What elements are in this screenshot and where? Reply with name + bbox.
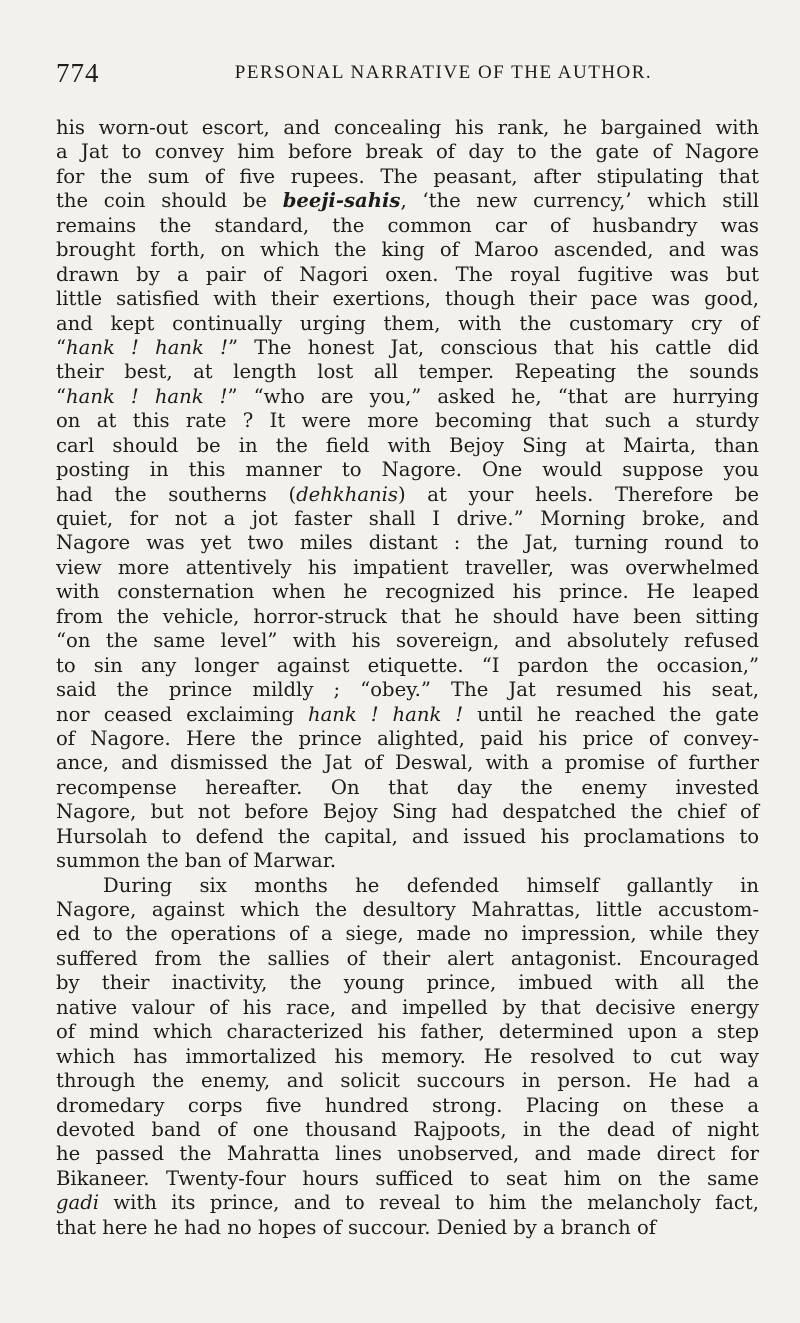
text-run: by their inactivity, the young prince, imbued with all the (56, 971, 759, 995)
text-run: carl should be in the field with Bejoy Sing at Mairta, than (56, 433, 759, 457)
italic-term: hank ! hank ! (66, 384, 228, 408)
text-line (56, 1142, 759, 1166)
text-line (56, 971, 759, 995)
text-line (56, 409, 759, 433)
text-line (56, 1118, 759, 1142)
text-run: Nagore was yet two miles distant : the Jat, turning round to (56, 531, 759, 555)
text-line (56, 947, 759, 971)
text-run: Hursolah to defend the capital, and issued his proclamations to (56, 824, 759, 848)
text-line (56, 263, 759, 287)
text-line (56, 727, 759, 751)
text-run: During six months he defended himself gallantly in (103, 873, 759, 897)
text-line (56, 898, 759, 922)
text-run: had the southerns ( (56, 482, 297, 506)
text-run: nor ceased exclaiming (56, 702, 308, 726)
text-line (56, 629, 759, 653)
text-run: quiet, for not a jot faster shall I drive.” Morning broke, and (56, 507, 759, 530)
text-line (56, 556, 759, 580)
text-line (56, 849, 759, 873)
text-line (56, 825, 759, 849)
text-run: “ (56, 335, 67, 359)
text-run: Bikaneer. Twenty-four hours sufficed to seat him on the same (56, 1166, 759, 1190)
text-line (56, 654, 759, 678)
text-line (56, 116, 759, 140)
page-number: 774 (56, 58, 100, 88)
text-run: to sin any longer against etiquette. “I pardon the occasion,” (56, 653, 759, 677)
text-run: ” The honest Jat, conscious that his cattle did (228, 335, 759, 359)
text-run: remains the standard, the common car of husbandry was (56, 213, 759, 237)
text-line (56, 1191, 759, 1215)
text-line (56, 507, 759, 531)
text-line (56, 238, 759, 262)
text-line (56, 140, 759, 164)
text-line (56, 751, 759, 775)
text-run: dromedary corps five hundred strong. Placing on these a (56, 1093, 759, 1117)
text-line (56, 385, 759, 409)
text-line (56, 336, 759, 360)
text-run: until he reached the gate (463, 702, 759, 726)
text-run: their best, at length lost all temper. Repeating the sounds (56, 360, 759, 384)
text-run: “ (56, 384, 67, 408)
italic-term: hank ! hank ! (66, 335, 229, 359)
text-run: ) at your heels. Therefore be (397, 482, 759, 506)
text-run: Nagore, against which the desultory Mahrattas, little accustom- (56, 898, 759, 921)
text-line (56, 531, 759, 555)
text-run: a Jat to convey him before break of day to the gate of Nagore (56, 140, 759, 164)
text-line (56, 312, 759, 336)
text-line (56, 1094, 759, 1118)
text-run: ” “who are you,” asked he, “that are hurrying (227, 384, 759, 408)
text-run: brought forth, on which the king of Maroo ascended, and was (56, 238, 759, 262)
text-line (56, 189, 759, 213)
text-run: “on the same level” with his sovereign, and absolutely refused (56, 629, 759, 653)
text-run: native valour of his race, and impelled by that decisive energy (56, 995, 759, 1019)
text-run: devoted band of one thousand Rajpoots, in the dead of night (56, 1117, 759, 1141)
text-run: said the prince mildly ; “obey.” The Jat resumed his seat, (56, 678, 759, 702)
text-line (56, 1216, 759, 1240)
text-run: on at this rate ? It were more becoming that such a sturdy (56, 409, 759, 433)
text-line (56, 1069, 759, 1093)
text-run: view more attentively his impatient traveller, was overwhelmed (56, 555, 759, 579)
text-run: his worn-out escort, and concealing his rank, he bargained with (56, 116, 759, 139)
text-line (56, 874, 759, 898)
text-line (56, 922, 759, 946)
text-run: drawn by a pair of Nagori oxen. The royal fugitive was but (56, 262, 759, 286)
text-run: which has immortalized his memory. He resolved to cut way (56, 1044, 759, 1068)
text-line (56, 800, 759, 824)
text-run: the coin should be (56, 189, 283, 213)
text-line (56, 458, 759, 482)
italic-term: hank ! hank ! (307, 702, 464, 726)
text-line (56, 287, 759, 311)
text-run: from the vehicle, horror-struck that he should have been sitting (56, 604, 759, 628)
text-line (56, 1167, 759, 1191)
text-line (56, 1045, 759, 1069)
text-run: of Nagore. Here the prince alighted, paid his price of convey- (56, 726, 759, 750)
text-run: he passed the Mahratta lines unobserved, and made direct for (56, 1142, 759, 1166)
text-run: with its prince, and to reveal to him the melancholy fact, (99, 1191, 759, 1215)
italic-term: beeji-sahis (282, 189, 401, 213)
text-run: and kept continually urging them, with the customary cry of (56, 311, 759, 335)
text-run: recompense hereafter. On that day the enemy invested (56, 775, 759, 799)
body-text (56, 116, 759, 1240)
page-header (56, 58, 756, 92)
text-run: posting in this manner to Nagore. One would suppose you (56, 458, 759, 482)
text-line (56, 214, 759, 238)
text-line (56, 360, 759, 384)
text-line (56, 165, 759, 189)
italic-term: gadi (56, 1191, 100, 1215)
text-line (56, 434, 759, 458)
text-line (56, 605, 759, 629)
text-line (56, 678, 759, 702)
text-run: Nagore, but not before Bejoy Sing had despatched the chief of (56, 800, 759, 824)
running-head: PERSONAL NARRATIVE OF THE AUTHOR. (234, 62, 653, 83)
text-line (56, 1020, 759, 1044)
text-run: for the sum of five rupees. The peasant, after stipulating that (56, 164, 759, 188)
italic-term: dehkhanis (296, 482, 398, 506)
text-run: ance, and dismissed the Jat of Deswal, with a promise of further (56, 751, 759, 775)
text-run: , ‘the new currency,’ which still (400, 189, 759, 213)
text-run: of mind which characterized his father, determined upon a step (56, 1020, 759, 1044)
text-line (56, 703, 759, 727)
text-run: that here he had no hopes of succour. Denied by a branch of (56, 1215, 657, 1239)
text-run: ed to the operations of a siege, made no impression, while they (56, 922, 759, 946)
text-run: summon the ban of Marwar. (56, 849, 337, 873)
text-run: through the enemy, and solicit succours in person. He had a (56, 1069, 759, 1093)
text-line (56, 996, 759, 1020)
text-line (56, 483, 759, 507)
text-run: little satisfied with their exertions, though their pace was good, (56, 287, 759, 311)
text-line (56, 776, 759, 800)
text-run: with consternation when he recognized his prince. He leaped (56, 580, 759, 604)
text-run: suffered from the sallies of their alert antagonist. Encouraged (56, 946, 759, 970)
text-line (56, 580, 759, 604)
